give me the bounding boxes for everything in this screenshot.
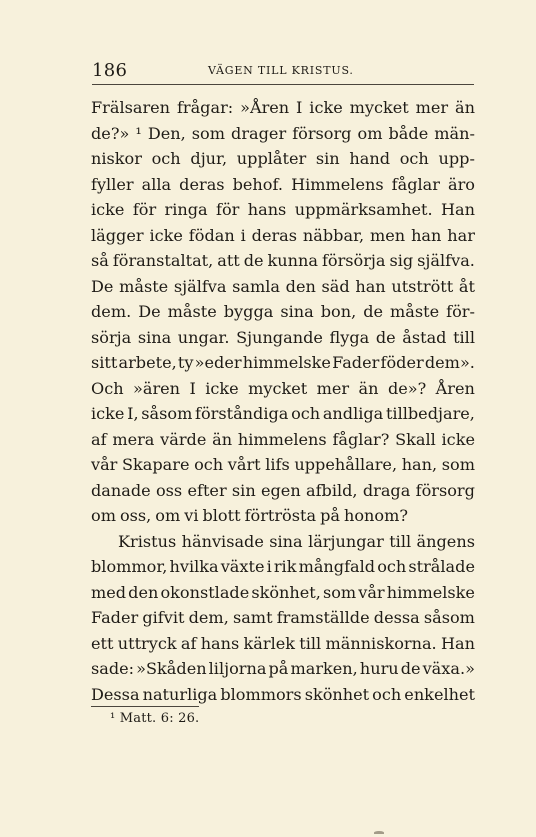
word: tillbedjare, bbox=[385, 404, 475, 423]
word: för bbox=[216, 200, 240, 219]
word: och bbox=[372, 684, 402, 704]
word: fåglar bbox=[391, 174, 440, 194]
word: Han bbox=[440, 633, 475, 653]
word: han, bbox=[401, 455, 438, 474]
text-line bbox=[91, 580, 475, 606]
word: framställde bbox=[276, 608, 370, 627]
word: Skall bbox=[395, 429, 436, 449]
word: sörja bbox=[91, 327, 132, 347]
word: såsom bbox=[423, 608, 475, 627]
word: Sjungande bbox=[236, 327, 323, 347]
word: blommors bbox=[220, 684, 302, 704]
word: de bbox=[363, 302, 384, 321]
word: niskor bbox=[91, 149, 142, 168]
word: kärlek bbox=[243, 633, 296, 653]
word: enkelhet bbox=[404, 684, 475, 704]
word: försorg bbox=[292, 123, 352, 143]
word: har bbox=[447, 225, 475, 245]
word: sitt bbox=[91, 353, 118, 372]
word: Skapare bbox=[122, 455, 190, 474]
word: »Skåden bbox=[136, 659, 207, 678]
header-rule bbox=[92, 84, 474, 85]
word: samt bbox=[232, 608, 273, 627]
word: Kristus bbox=[118, 531, 177, 551]
word: de bbox=[243, 251, 264, 270]
word: efter bbox=[187, 480, 227, 500]
text-line bbox=[91, 452, 475, 478]
word: ¹ bbox=[135, 123, 142, 143]
word: vi bbox=[184, 506, 199, 525]
word: Han bbox=[440, 200, 475, 219]
word: danade bbox=[91, 480, 151, 500]
word: behof. bbox=[232, 174, 283, 194]
word: gifvit bbox=[142, 608, 185, 627]
word: själfva bbox=[173, 276, 227, 296]
word: så bbox=[91, 251, 109, 270]
word: lägger bbox=[91, 225, 144, 245]
word: djur, bbox=[190, 149, 228, 168]
word: Och bbox=[91, 378, 124, 398]
word: Fader bbox=[91, 608, 139, 627]
word: fyller bbox=[91, 174, 134, 194]
word: människorna. bbox=[325, 633, 437, 653]
word: flyga bbox=[329, 327, 370, 347]
word: drager bbox=[231, 123, 287, 143]
word: till bbox=[299, 633, 322, 653]
text-line bbox=[91, 478, 475, 504]
word: skönhet, bbox=[251, 582, 321, 602]
word: afbild, bbox=[305, 480, 358, 500]
word: dem, bbox=[188, 608, 229, 627]
word: de»? bbox=[387, 378, 427, 398]
word: hans bbox=[247, 200, 287, 219]
text-line bbox=[91, 95, 475, 121]
word: som bbox=[191, 123, 225, 143]
word: uppehållare, bbox=[294, 455, 398, 474]
word: sade: bbox=[91, 659, 135, 678]
word: måste bbox=[119, 276, 169, 296]
word: försorg bbox=[415, 480, 475, 500]
body-text bbox=[91, 95, 475, 707]
word: himmelske bbox=[386, 582, 475, 602]
word: vår bbox=[358, 582, 385, 602]
word: bygga bbox=[223, 302, 274, 321]
word: oss bbox=[155, 480, 183, 500]
word: men bbox=[370, 225, 406, 245]
word: sig bbox=[389, 251, 414, 270]
word: om bbox=[357, 123, 383, 143]
word: om bbox=[155, 506, 181, 525]
footnote-rule bbox=[91, 706, 199, 707]
word: på bbox=[268, 659, 289, 678]
word: liljorna bbox=[208, 659, 267, 678]
word: De bbox=[91, 276, 114, 296]
word: uttryck bbox=[117, 633, 177, 653]
word: mera bbox=[112, 429, 155, 449]
word: för- bbox=[446, 302, 475, 321]
word: sina bbox=[280, 302, 314, 321]
word: af bbox=[180, 633, 197, 653]
word: uppmärksamhet. bbox=[294, 200, 433, 219]
word: om bbox=[91, 506, 116, 525]
word: icke bbox=[91, 200, 125, 219]
word: och bbox=[291, 404, 321, 423]
word: upplåter bbox=[236, 149, 307, 168]
word: den bbox=[285, 276, 316, 296]
word: skönhet bbox=[304, 684, 370, 704]
word: Fader bbox=[332, 353, 380, 372]
word: och bbox=[399, 149, 429, 168]
word: åstad bbox=[402, 327, 447, 347]
word: okonstlade bbox=[160, 582, 250, 602]
word: samla bbox=[232, 276, 281, 296]
word: blommor, bbox=[91, 557, 168, 576]
word: ett bbox=[91, 633, 114, 653]
word: vår bbox=[91, 455, 118, 474]
text-line bbox=[91, 223, 475, 249]
word: än bbox=[358, 378, 379, 398]
word: i bbox=[240, 225, 246, 245]
word: födan bbox=[188, 225, 235, 245]
word: blott bbox=[202, 506, 241, 525]
word: att bbox=[217, 251, 240, 270]
word: dem». bbox=[424, 353, 475, 372]
word: mer bbox=[415, 98, 449, 117]
word: de bbox=[375, 327, 396, 347]
word: utstrött bbox=[391, 276, 454, 296]
text-line bbox=[91, 172, 475, 198]
word: himmelens bbox=[237, 429, 327, 449]
word: de?» bbox=[91, 123, 130, 143]
word: kunna bbox=[267, 251, 318, 270]
text-line bbox=[91, 248, 475, 274]
word: Frälsaren bbox=[91, 98, 171, 117]
word: han bbox=[411, 225, 442, 245]
word: till bbox=[389, 531, 412, 551]
word: såsom bbox=[141, 404, 193, 423]
word: marken, bbox=[290, 659, 358, 678]
word: lifs bbox=[265, 455, 290, 474]
word: icke bbox=[91, 404, 125, 423]
word: egen bbox=[260, 480, 301, 500]
word: både bbox=[388, 123, 429, 143]
word: sina bbox=[137, 327, 172, 347]
word: på bbox=[320, 506, 340, 525]
word: och bbox=[194, 455, 224, 474]
word: den bbox=[128, 582, 159, 602]
text-line bbox=[91, 656, 475, 682]
text-line bbox=[91, 299, 475, 325]
word: hans bbox=[200, 633, 240, 653]
word: alla bbox=[141, 174, 172, 194]
text-line bbox=[91, 554, 475, 580]
word: I, bbox=[127, 404, 139, 423]
word: äro bbox=[448, 174, 475, 194]
word: sin bbox=[315, 149, 340, 168]
word: Dessa bbox=[91, 684, 140, 704]
text-line bbox=[91, 146, 475, 172]
page-header bbox=[92, 60, 474, 80]
word: själfva. bbox=[417, 251, 475, 270]
word: icke bbox=[149, 225, 183, 245]
word: växte bbox=[220, 557, 265, 576]
word: lärjungar bbox=[308, 531, 384, 551]
word: vårt bbox=[227, 455, 261, 474]
word: sina bbox=[269, 531, 303, 551]
text-line bbox=[91, 631, 475, 657]
word: frågar: bbox=[176, 98, 234, 117]
text-line bbox=[91, 427, 475, 453]
word: måste bbox=[167, 302, 217, 321]
word: än bbox=[455, 98, 475, 117]
word: föranstaltat, bbox=[112, 251, 214, 270]
word: af bbox=[91, 429, 107, 449]
text-line bbox=[91, 325, 475, 351]
word: i bbox=[266, 557, 272, 576]
word: I bbox=[189, 378, 196, 398]
word: dem. bbox=[91, 302, 132, 321]
text-line bbox=[91, 197, 475, 223]
word: arbete, bbox=[118, 353, 177, 372]
word: himmelske bbox=[242, 353, 331, 372]
running-title: VÄGEN TILL KRISTUS. bbox=[208, 64, 354, 77]
word: och bbox=[151, 149, 181, 168]
word: för bbox=[132, 200, 157, 219]
word: »eder bbox=[194, 353, 242, 372]
text-line bbox=[91, 350, 475, 376]
word: ty bbox=[177, 353, 194, 372]
word: draga bbox=[362, 480, 411, 500]
word: strålade bbox=[408, 557, 475, 576]
word: åt bbox=[458, 276, 475, 296]
word: sin bbox=[231, 480, 256, 500]
word: deras bbox=[179, 174, 225, 194]
word: mycket bbox=[248, 378, 308, 398]
word: icke bbox=[205, 378, 239, 398]
word: än bbox=[212, 429, 233, 449]
word: ängens bbox=[416, 531, 475, 551]
word: hand bbox=[349, 149, 391, 168]
paragraph-start-line bbox=[91, 529, 475, 555]
word: ungar. bbox=[177, 327, 230, 347]
word: Åren bbox=[435, 378, 475, 398]
word: huru bbox=[359, 659, 399, 678]
word: ringa bbox=[164, 200, 208, 219]
word: fåglar? bbox=[332, 429, 390, 449]
word: näbbar, bbox=[302, 225, 365, 245]
word: »Åren bbox=[240, 98, 290, 117]
word: Himmelens bbox=[291, 174, 384, 194]
text-line bbox=[91, 121, 475, 147]
page-number: 186 bbox=[92, 60, 128, 81]
word: som bbox=[322, 582, 357, 602]
word: mer bbox=[316, 378, 350, 398]
footnote: ¹ Matt. 6: 26. bbox=[110, 711, 200, 726]
text-line bbox=[91, 682, 475, 708]
word: försörja bbox=[321, 251, 386, 270]
text-line bbox=[91, 503, 475, 529]
word: andliga bbox=[322, 404, 384, 423]
word: bon, bbox=[320, 302, 357, 321]
word: icke bbox=[309, 98, 343, 117]
word: till bbox=[453, 327, 475, 347]
word: föder bbox=[380, 353, 424, 372]
word: han bbox=[355, 276, 386, 296]
page-mark bbox=[374, 831, 384, 834]
word: mycket bbox=[349, 98, 409, 117]
word: upp- bbox=[438, 149, 475, 168]
word: förståndiga bbox=[195, 404, 289, 423]
word: deras bbox=[251, 225, 298, 245]
word: naturliga bbox=[142, 684, 218, 704]
word: förtrösta bbox=[244, 506, 317, 525]
word: oss, bbox=[119, 506, 152, 525]
word: De bbox=[138, 302, 161, 321]
word: hänvisade bbox=[181, 531, 264, 551]
word: »ären bbox=[133, 378, 181, 398]
text-line bbox=[91, 605, 475, 631]
word: hvilka bbox=[169, 557, 219, 576]
word: I bbox=[296, 98, 303, 117]
word: värde bbox=[160, 429, 207, 449]
text-line bbox=[91, 376, 475, 402]
word: dessa bbox=[373, 608, 420, 627]
word: säd bbox=[321, 276, 350, 296]
text-line bbox=[91, 401, 475, 427]
word: med bbox=[91, 582, 127, 602]
word: och bbox=[377, 557, 407, 576]
word: rik bbox=[273, 557, 297, 576]
word: mångfald bbox=[298, 557, 376, 576]
word: växa.» bbox=[422, 659, 475, 678]
word: Den, bbox=[147, 123, 186, 143]
word: måste bbox=[390, 302, 440, 321]
word: de bbox=[400, 659, 421, 678]
word: män- bbox=[434, 123, 475, 143]
word: honom? bbox=[343, 506, 408, 525]
word: icke bbox=[441, 429, 475, 449]
text-line bbox=[91, 274, 475, 300]
word: som bbox=[441, 455, 475, 474]
